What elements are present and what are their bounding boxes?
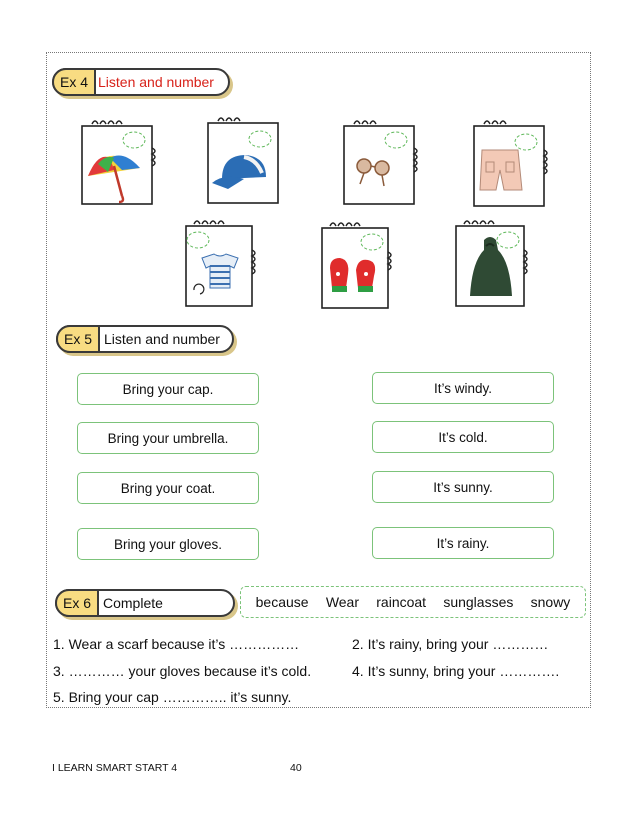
- ex5-left-4: Bring your gloves.: [77, 528, 259, 560]
- ex6-header: [55, 589, 237, 619]
- card-raincoat: [452, 218, 532, 310]
- footer-book-title: I LEARN SMART START 4: [52, 762, 178, 774]
- sentence-1: 1. Wear a scarf because it’s ……………: [53, 636, 300, 652]
- card-umbrella: [78, 118, 160, 208]
- card-sunglasses: [340, 118, 422, 208]
- ex5-right-2: It’s cold.: [372, 421, 554, 453]
- word-bank: [240, 586, 586, 618]
- card-gloves: [318, 220, 396, 312]
- sentence-4: 4. It’s sunny, bring your ………….: [352, 663, 560, 679]
- sentence-3: 3. ………… your gloves because it’s cold.: [53, 663, 312, 679]
- ex5-right-1: It’s windy.: [372, 372, 554, 404]
- ex5-header: [56, 325, 236, 355]
- word-snowy: snowy: [530, 594, 571, 610]
- card-shorts: [470, 118, 552, 210]
- word-wear: Wear: [325, 594, 360, 610]
- word-sunglasses: sunglasses: [443, 594, 514, 610]
- card-tshirt: [182, 218, 260, 308]
- ex5-right-3: It’s sunny.: [372, 471, 554, 503]
- card-cap: [204, 115, 286, 207]
- sentence-5: 5. Bring your cap ………….. it’s sunny.: [53, 689, 292, 705]
- ex5-right-4: It’s rainy.: [372, 527, 554, 559]
- ex5-title: Listen and number: [104, 331, 220, 347]
- ex5-left-3: Bring your coat.: [77, 472, 259, 504]
- sentence-2: 2. It’s rainy, bring your …………: [352, 636, 549, 652]
- ex5-left-1: Bring your cap.: [77, 373, 259, 405]
- ex6-title: Complete: [103, 595, 163, 611]
- word-because: because: [255, 594, 309, 610]
- ex4-title: Listen and number: [98, 74, 214, 90]
- ex6-badge: Ex 6: [55, 589, 99, 617]
- ex5-badge: Ex 5: [56, 325, 100, 353]
- word-raincoat: raincoat: [376, 594, 427, 610]
- footer-page-number: 40: [290, 762, 302, 774]
- ex4-header: [52, 68, 232, 98]
- ex5-left-2: Bring your umbrella.: [77, 422, 259, 454]
- ex4-badge: Ex 4: [52, 68, 96, 96]
